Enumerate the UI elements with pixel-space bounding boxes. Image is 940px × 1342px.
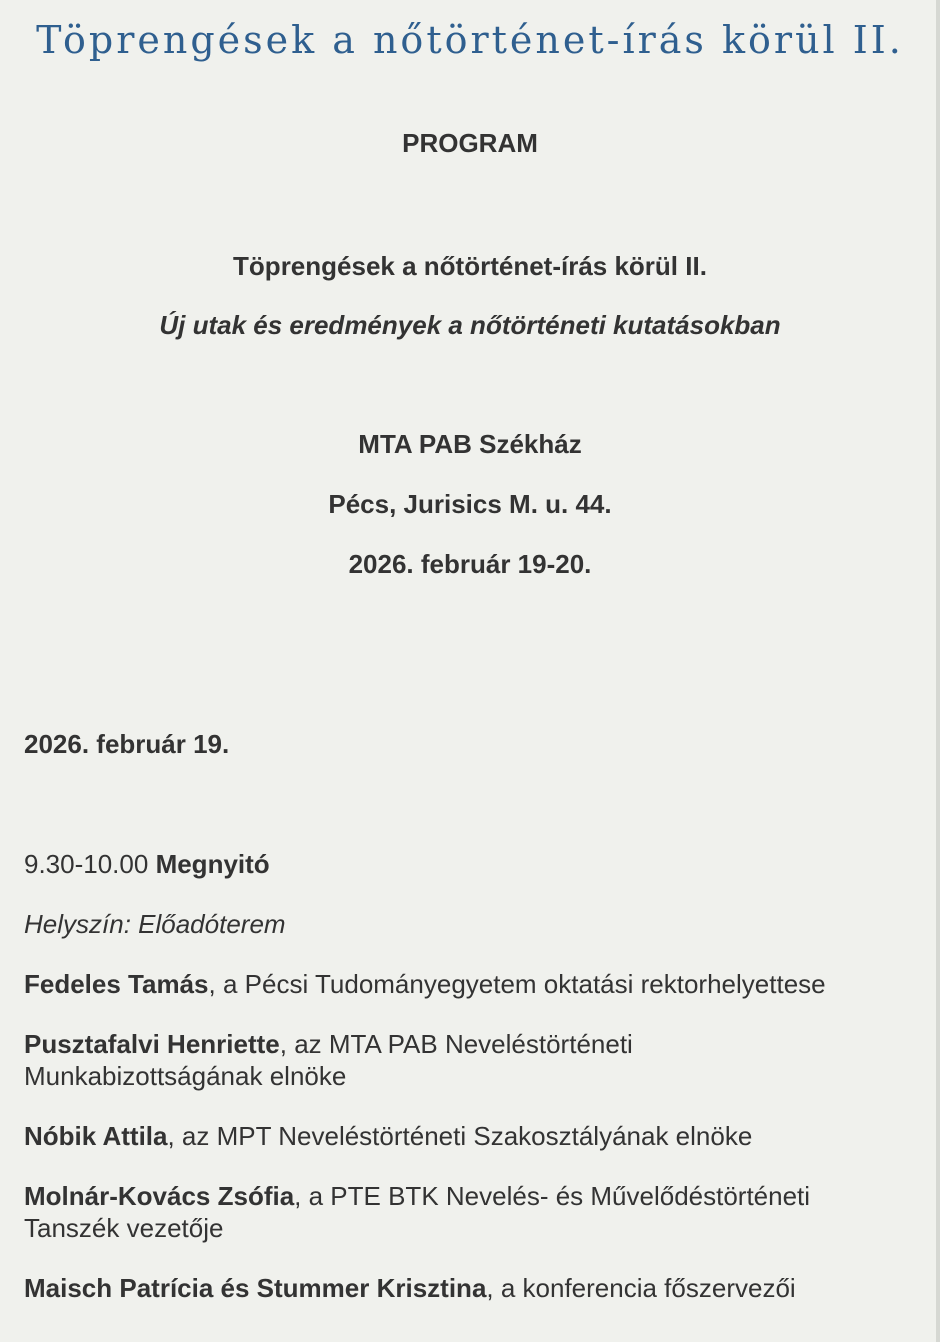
speaker-item [24, 1120, 914, 1152]
event-dates: 2026. február 19-20. [348, 549, 592, 579]
event-address: Pécs, Jurisics M. u. 44. [328, 489, 612, 519]
event-title: Töprengések a nőtörténet-írás körül II. [233, 251, 707, 281]
event-subtitle: Új utak és eredmények a nőtörténeti kutatásokban [159, 310, 781, 340]
speaker-item [24, 1180, 904, 1244]
speaker-item [24, 1272, 914, 1304]
speaker-name: Pusztafalvi Henriette [24, 1029, 280, 1059]
session-header [24, 848, 914, 880]
speaker-role: , az MPT Neveléstörténeti Szakosztályának elnöke [167, 1121, 753, 1151]
program-heading: PROGRAM [402, 128, 538, 158]
speaker-item [24, 968, 914, 1000]
session-title: Megnyitó [155, 849, 270, 879]
speaker-role: , a PTE BTK Nevelés- és Művelődéstörténeti Tanszék vezetője [24, 1181, 811, 1243]
speaker-role: , a konferencia főszervezői [486, 1273, 796, 1303]
speaker-name: Nóbik Attila [24, 1121, 168, 1151]
page-edge [936, 0, 940, 1342]
speaker-name: Maisch Patrícia és Stummer Krisztina [24, 1273, 487, 1303]
day-heading: 2026. február 19. [24, 729, 230, 759]
site-header-title: Töprengések a nőtörténet-írás körül II. [36, 18, 904, 62]
session-time: 9.30-10.00 [24, 849, 149, 879]
speaker-item [24, 1028, 744, 1092]
speaker-role: , az MTA PAB Neveléstörténeti Munkabizottságának elnöke [24, 1029, 633, 1091]
event-venue: MTA PAB Székház [358, 429, 582, 459]
speaker-role: , a Pécsi Tudományegyetem oktatási rektorhelyettese [208, 969, 826, 999]
speaker-name: Fedeles Tamás [24, 969, 209, 999]
session-location: Helyszín: Előadóterem [24, 909, 286, 939]
speaker-name: Molnár-Kovács Zsófia [24, 1181, 295, 1211]
